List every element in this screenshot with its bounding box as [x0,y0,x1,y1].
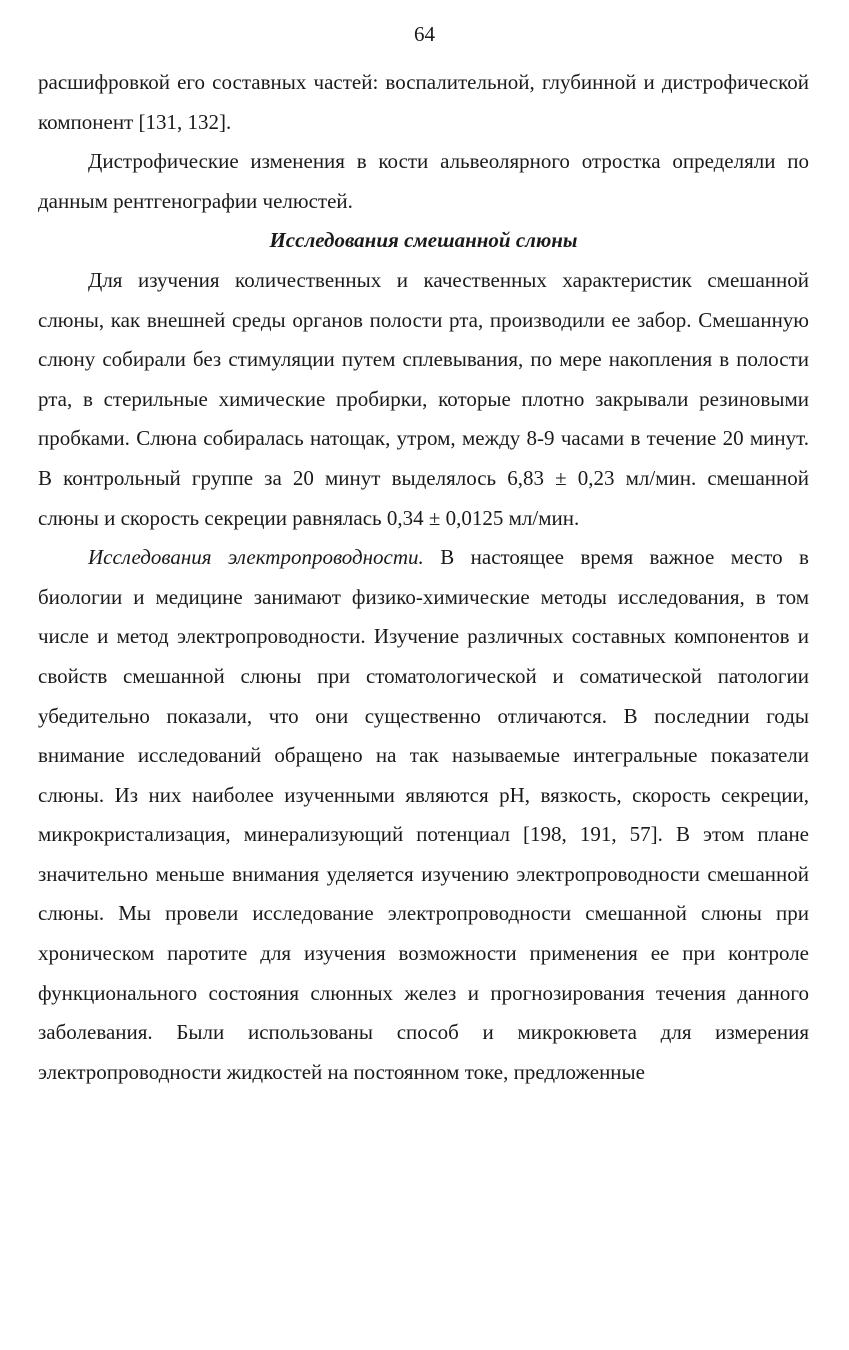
section-heading: Исследования смешанной слюны [269,228,578,253]
run-in-heading: Исследования электропроводности. [88,545,424,570]
paragraph-text: В настоящее время важное место в биологии и медицине занимают физико-химические методы исследования, в том числе и метод электропроводности. Изучение различных составных компонентов и свойств смешанной слюны при стоматологической и соматической патологии убедительно показали, что они существенно отличаются. В последнии годы внимание исследований обращено на так называемые интегральные показатели слюны. Из них наиболее изученными являются pH, вязкость, скорость секреции, микрокристализация, минерализующий потенциал [198, 191, 57]. В этом плане значительно меньше внимания уделяется изучению электропроводности смешанной слюны. Мы провели исследование электропроводности смешанной слюны при хроническом паротите для изучения возможности применения ее при контроле функционального состояния слюнных желез и прогнозирования течения данного заболевания. Были использованы способ и микрокювета для измерения электропроводности жидкостей на постоянном токе, предложенные [38,545,809,1084]
paragraph-dystrophic-changes: Дистрофические изменения в кости альвеолярного отростка определяли по данным рентгенографии челюстей. [38,149,809,213]
paragraph-continuation: расшифровкой его составных частей: воспалительной, глубинной и дистрофической компонент [131, 132]. [38,70,809,134]
paragraph-electroconductivity [38,538,809,1092]
page-number: 64 [414,22,435,46]
page-body [38,63,809,1092]
paragraph-saliva-collection: Для изучения количественных и качественных характеристик смешанной слюны, как внешней среды органов полости рта, производили ее забор. Смешанную слюну собирали без стимуляции путем сплевывания, по мере накопления в полости рта, в стерильные химические пробирки, которые плотно закрывали резиновыми пробками. Слюна собиралась натощак, утром, между 8-9 часами в течение 20 минут. В контрольный группе за 20 минут выделялось 6,83 ± 0,23 мл/мин. смешанной слюны и скорость секреции равнялась 0,34 ± 0,0125 мл/мин. [38,267,809,530]
